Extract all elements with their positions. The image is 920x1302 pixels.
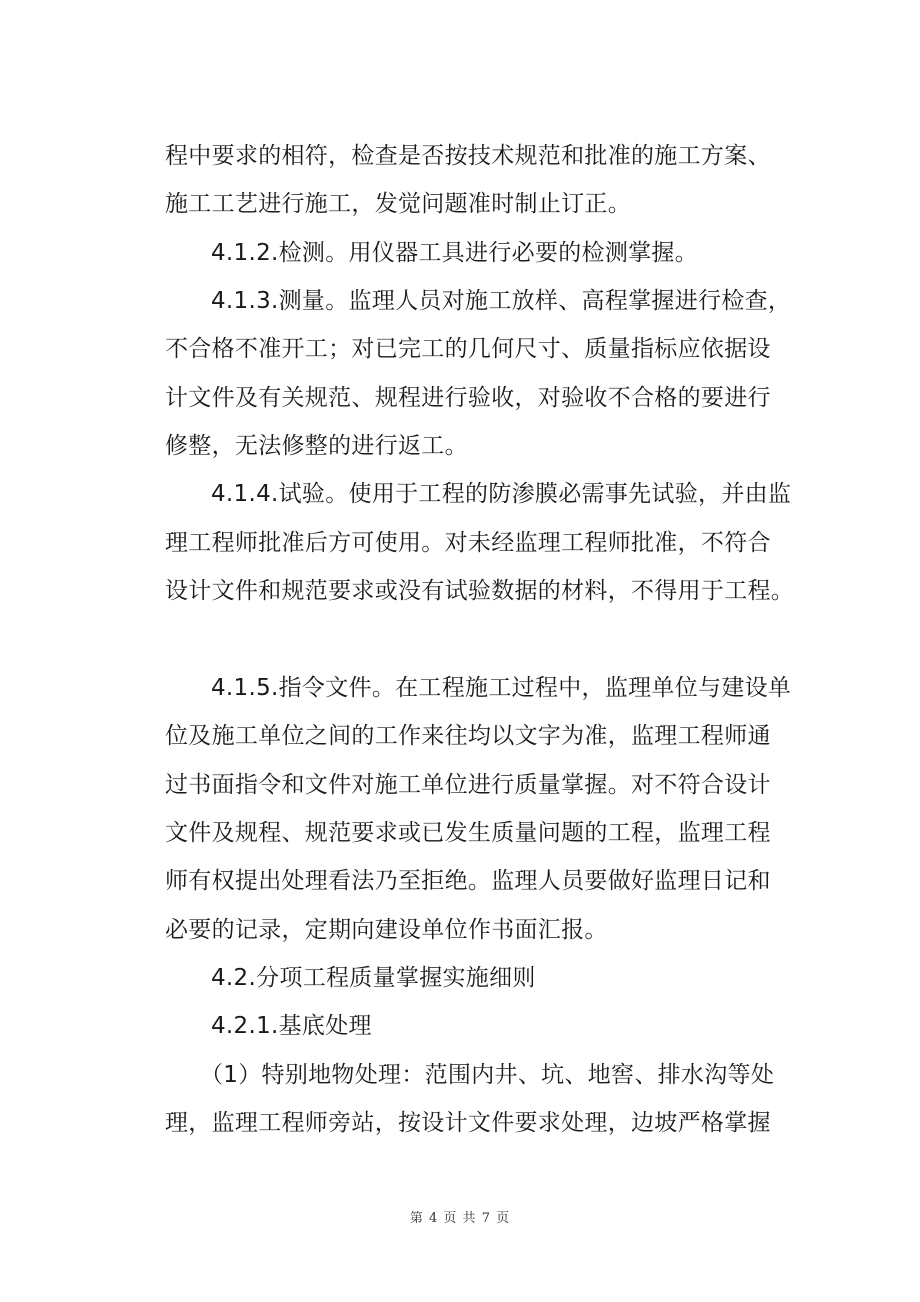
text-line: 4.1.3.测量。监理人员对施工放样、高程掌握进行检查， [211, 288, 792, 314]
text-line: 施工工艺进行施工，发觉问题准时制止订正。 [165, 191, 631, 217]
text-line: 师有权提出处理看法乃至拒绝。监理人员要做好监理日记和 [165, 868, 771, 894]
text-line: 理，监理工程师旁站，按设计文件要求处理，边坡严格掌握 [165, 1110, 771, 1136]
text-line: 过书面指令和文件对施工单位进行质量掌握。对不符合设计 [165, 772, 771, 798]
subsection-heading: 4.2.1.基底处理 [211, 1013, 372, 1039]
text-line: 4.1.5.指令文件。在工程施工过程中，监理单位与建设单 [211, 675, 792, 701]
text-line: （1）特别地物处理：范围内井、坑、地窖、排水沟等处 [200, 1062, 775, 1088]
text-line: 4.1.4.试验。使用于工程的防渗膜必需事先试验，并由监 [211, 481, 792, 507]
text-line: 程中要求的相符，检查是否按技术规范和批准的施工方案、 [165, 143, 771, 169]
section-heading: 4.2.分项工程质量掌握实施细则 [211, 965, 536, 991]
page-number-footer: 第 4 页 共 7 页 [409, 1211, 511, 1226]
text-line: 修整，无法修整的进行返工。 [165, 433, 468, 459]
text-line: 设计文件和规范要求或没有试验数据的材料，不得用于工程。 [165, 578, 795, 604]
text-line: 理工程师批准后方可使用。对未经监理工程师批准，不符合 [165, 530, 771, 556]
text-line: 文件及规程、规范要求或已发生质量问题的工程，监理工程 [165, 820, 771, 846]
text-line: 计文件及有关规范、规程进行验收，对验收不合格的要进行 [165, 385, 771, 411]
text-line: 位及施工单位之间的工作来往均以文字为准，监理工程师通 [165, 723, 771, 749]
text-line: 必要的记录，定期向建设单位作书面汇报。 [165, 917, 608, 943]
text-line: 4.1.2.检测。用仪器工具进行必要的检测掌握。 [211, 240, 699, 266]
text-line: 不合格不准开工；对已完工的几何尺寸、质量指标应依据设 [165, 336, 771, 362]
